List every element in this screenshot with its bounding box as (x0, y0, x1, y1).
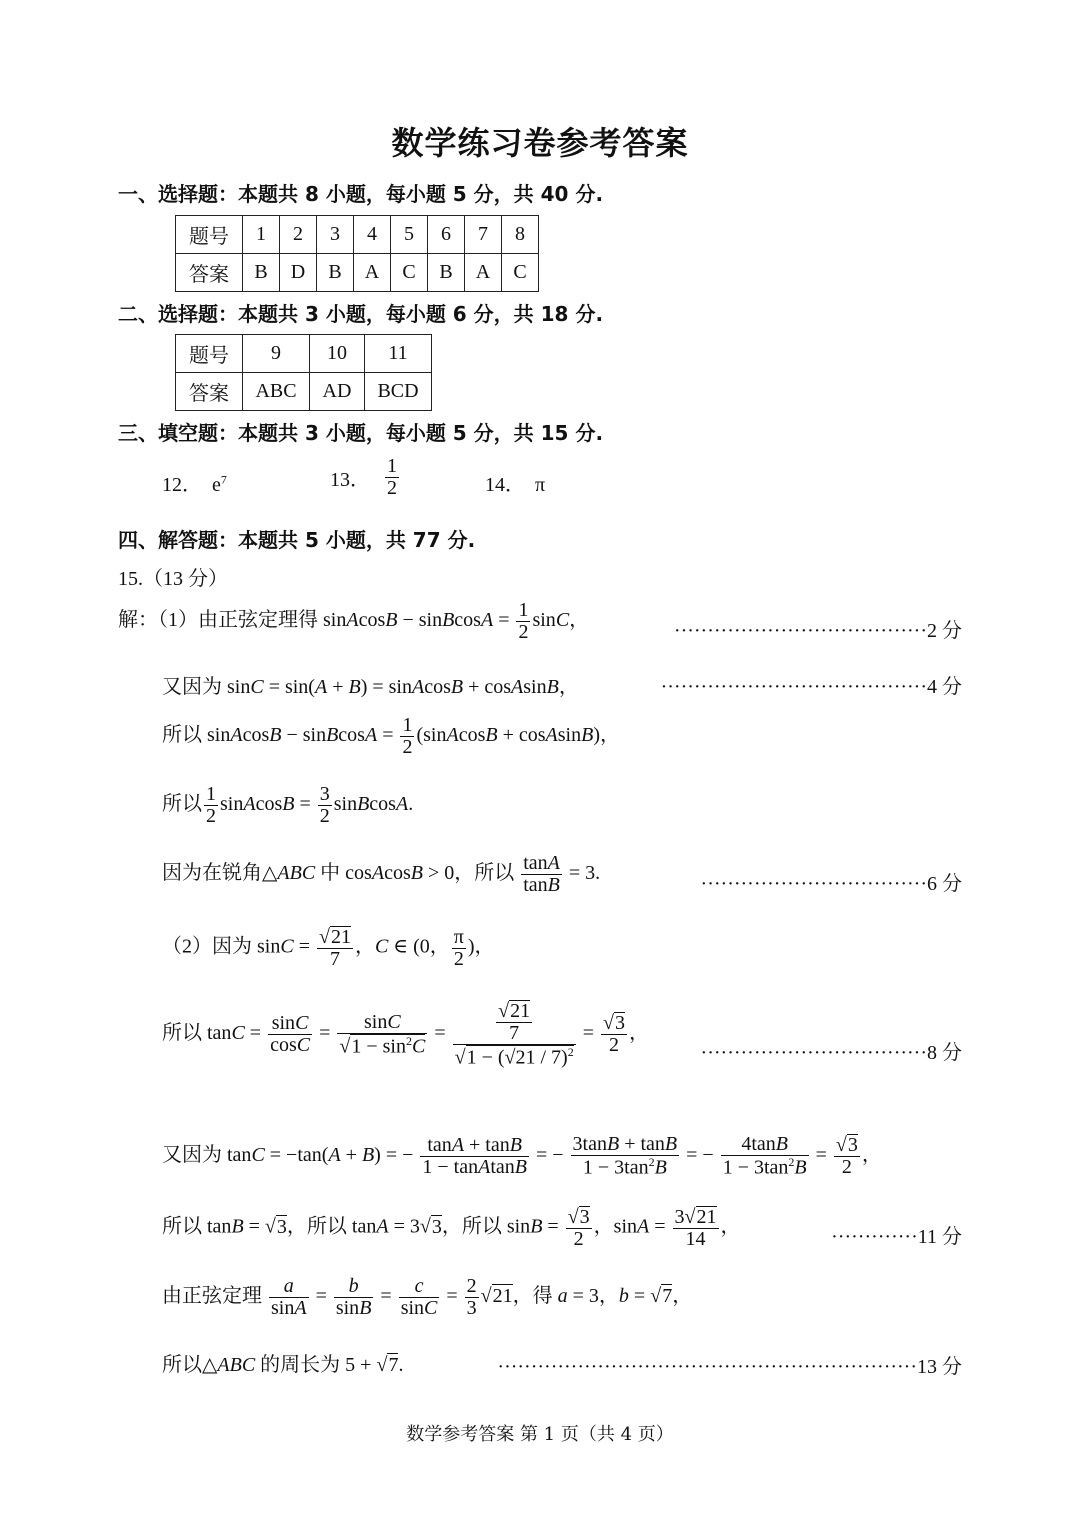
fill-answer-13: 13． $\frac{1}{2}$ (330, 455, 397, 499)
table-cell: AD (310, 373, 365, 411)
solution-step: 所以 tanC = $\frac{\sin C}{\cos C}$ = $\frac{\sin C}{√1 - \sin^2C}$ = $\frac{\frac{√21}{7}}{√1 - (√21 / 7)^2}$ = $\frac{√3}{2}$ ， (162, 1000, 649, 1069)
solution-step: 所以△ABC 的周长为 5 + √7. (162, 1354, 404, 1376)
answer-table-2 (175, 334, 432, 411)
table-cell: D (280, 254, 317, 292)
table-cell: A (465, 254, 502, 292)
table-cell: ABC (243, 373, 310, 411)
table-cell: 4 (354, 216, 391, 254)
score-marker: ··································8 分 (700, 1042, 962, 1064)
solution-step: 所以 $\frac{1}{2}$ sinAcosB = $\frac{3}{2}$ sinBcosA. (162, 783, 414, 827)
solution-step: 又因为 sinC = sin(A + B) = sinAcosB + cosAsinB， (162, 676, 579, 698)
table-header-cell: 答案 (176, 254, 243, 292)
table-cell: 2 (280, 216, 317, 254)
score-marker: ········································4 分 (660, 676, 962, 698)
section-2-heading: 二、选择题：本题共 3 小题，每小题 6 分，共 18 分. (118, 302, 604, 326)
table-cell: 9 (243, 335, 310, 373)
score-marker: ······································2 分 (673, 620, 962, 642)
page-footer: 数学参考答案 第 1 页（共 4 页） (406, 1424, 674, 1445)
page-title: 数学练习卷参考答案 (391, 124, 689, 162)
table-cell: 11 (365, 335, 432, 373)
solution-step: 因为在锐角△ABC 中 cosAcosB > 0，所以 $\frac{\tan A}{\tan B}$ = 3. (162, 852, 601, 896)
question-15-heading: 15.（13 分） (118, 568, 228, 590)
table-cell: B (317, 254, 354, 292)
table-row (176, 254, 539, 292)
table-cell: BCD (365, 373, 432, 411)
score-marker: ·······························································13 分 (497, 1356, 962, 1378)
solution-step: （2）因为 sinC = $\frac{√21}{7}$ ，C ∈ (0， $\frac{\pi}{2}$ )， (162, 925, 495, 970)
table-header-cell: 答案 (176, 373, 243, 411)
solution-step: 解：（1）由正弦定理得 sinAcosB − sinBcosA = $\frac{1}{2}$ sinC， (118, 599, 590, 643)
solution-step: 又因为 tanC = −tan(A + B) = − $\frac{\tan A + \tan B}{\text{1 − tanAtanB}}$ = − $\frac{3\tan B + \tan B}{1 - 3\tan^2B}$ = − $\frac{4\tan B}{1 - 3\tan^2B}$ = $\frac{√3}{2}$ ， (162, 1133, 882, 1179)
score-marker: ··································6 分 (700, 873, 962, 895)
fill-answer-12: 12． $e^7$ (162, 472, 227, 496)
table-header-cell: 题号 (176, 335, 243, 373)
table-row (176, 373, 432, 411)
table-cell: 3 (317, 216, 354, 254)
solution-step: 由正弦定理 $\frac{a}{\sin A}$ = $\frac{b}{\sin B}$ = $\frac{c}{\sin C}$ = $\frac{2}{3}$ √21，得 a = 3，b = √7， (162, 1275, 693, 1319)
solution-step: 所以 sinAcosB − sinBcosA = $\frac{1}{2}$ (sinAcosB + cosAsinB)， (162, 714, 620, 758)
answer-table-1 (175, 215, 539, 292)
table-cell: 8 (502, 216, 539, 254)
table-cell: C (391, 254, 428, 292)
table-cell: 10 (310, 335, 365, 373)
table-cell: 6 (428, 216, 465, 254)
table-row (176, 216, 539, 254)
section-4-heading: 四、解答题：本题共 5 小题，共 77 分. (118, 528, 476, 552)
table-cell: 7 (465, 216, 502, 254)
table-cell: A (354, 254, 391, 292)
table-cell: 1 (243, 216, 280, 254)
table-row (176, 335, 432, 373)
fill-answer-14: 14． π (485, 474, 546, 496)
table-cell: B (428, 254, 465, 292)
score-marker: ·············11 分 (831, 1226, 962, 1248)
section-3-heading: 三、填空题：本题共 3 小题，每小题 5 分，共 15 分. (118, 421, 604, 445)
table-header-cell: 题号 (176, 216, 243, 254)
section-1-heading: 一、选择题：本题共 8 小题，每小题 5 分，共 40 分. (118, 182, 604, 206)
table-cell: 5 (391, 216, 428, 254)
solution-step: 所以 tanB = √3，所以 tanA = 3√3，所以 sinB = $\frac{√3}{2}$ ，sinA = $\frac{3√21}{14}$ ， (162, 1206, 741, 1250)
table-cell: B (243, 254, 280, 292)
table-cell: C (502, 254, 539, 292)
